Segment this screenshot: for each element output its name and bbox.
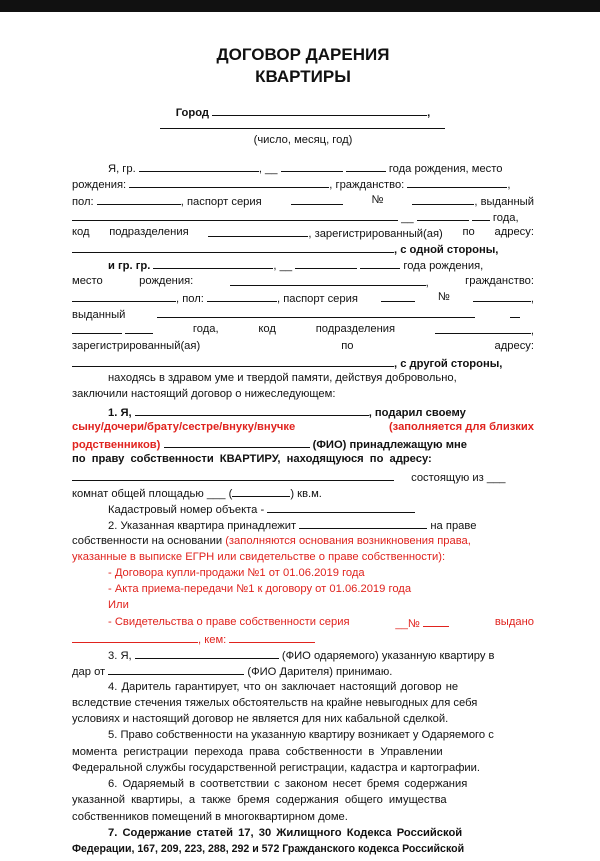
party2-year-blank[interactable] [360, 257, 400, 269]
clause1-line4: по праву собственности КВАРТИРУ, находящуюся по адресу: [72, 453, 432, 466]
clause1-gifted-label: , подарил своему [368, 406, 466, 419]
clause2-cert-date-blank[interactable] [72, 631, 198, 643]
party2-sex-blank[interactable] [207, 290, 277, 302]
clause2-sale-contract: - Договора купли-продажи №1 от 01.06.2019 года [108, 567, 365, 579]
clause7-line2: Федерации, 167, 209, 223, 288, 292 и 572 Гражданского кодекса Российской [72, 843, 465, 855]
party2-sex-label: , пол: [176, 292, 204, 305]
clause2-line1 [72, 517, 534, 534]
party1-passport-number-blank[interactable] [412, 193, 474, 205]
party2-registered-label: зарегистрированный(ая) [72, 339, 201, 352]
party1-sex-label: пол: [72, 195, 94, 208]
party2-no-label: № [437, 290, 450, 303]
clause1-fill-note: (заполняется для близких [388, 420, 534, 433]
clause6-text1: 6. Одаряемый в соответствии с законом несет бремя содержания [108, 778, 468, 790]
party1-no-label: № [371, 193, 384, 206]
party2-address-label: адресу: [494, 339, 534, 352]
party2-address-blank[interactable] [72, 355, 394, 367]
party2-birthplace-label: рождения: [139, 274, 194, 287]
clause4-line2: вследствие стечения тяжелых обстоятельств на крайне невыгодных для себя [72, 696, 478, 709]
party1-issued-label: , выданный [474, 195, 534, 208]
city-blank[interactable] [212, 104, 427, 116]
document-title-line2: КВАРТИРЫ [255, 67, 351, 86]
party2-comma: , [425, 276, 429, 289]
clause2-or: Или [108, 599, 129, 612]
party2-comma2: , [530, 292, 534, 305]
party2-birth-label: года рождения, [403, 260, 484, 273]
clause2-owner-blank[interactable] [299, 517, 427, 529]
party1-registered-label: , зарегистрированный(ая) [308, 228, 443, 240]
clause1-donor-blank[interactable] [135, 404, 369, 416]
clause1-fio-label: (ФИО) принадлежащую мне [312, 439, 467, 451]
party2-side-label: , с другой стороны, [394, 357, 503, 370]
clause1-cadastral-blank[interactable] [267, 501, 415, 513]
clause3-accept-label: (ФИО одаряемого) указанную квартиру в [281, 650, 495, 663]
party2-line7 [72, 355, 534, 372]
party2-passport-label: , паспорт серия [277, 292, 358, 305]
clause1-address-blank[interactable] [72, 469, 394, 481]
party1-passport-series-blank[interactable] [291, 193, 343, 205]
clause2-belongs-label: 2. Указанная квартира принадлежит [108, 520, 297, 533]
preamble-line1 [72, 371, 534, 386]
clause3-number: 3. Я, [108, 650, 132, 663]
party1-side-label: , с одной стороны, [394, 244, 499, 257]
clause1-relatives: сыну/дочери/брату/сестре/внуку/внучке [72, 420, 296, 433]
city-label: Город [175, 107, 210, 119]
clause5-line3: Федеральной службы государственной регистрации, кадастра и картографии. [72, 761, 481, 774]
party1-line3 [72, 193, 534, 210]
clause6-line3: собственников помещений в многоквартирном доме. [72, 810, 348, 823]
party1-birthplace-label: рождения: [72, 179, 127, 192]
clause5-text1: 5. Право собственности на указанную квартиру возникает у Одаряемого с [108, 729, 494, 742]
party1-address-label: адресу: [494, 226, 534, 238]
party1-birth-blank[interactable] [281, 160, 343, 172]
party1-name-blank[interactable] [139, 160, 259, 172]
clause2-line5 [72, 582, 534, 597]
clause5-line1 [72, 728, 534, 743]
clause5-line2: момента регистрации перехода права собственности в Управлении [72, 745, 443, 758]
party2-line6 [72, 339, 534, 354]
party2-subdivision-label: подразделения [315, 323, 396, 336]
clause2-line3: указанные в выписке ЕГРН или свидетельстве о праве собственности): [72, 550, 446, 563]
party2-issue-date-blank[interactable] [72, 322, 122, 334]
party1-citizenship-label: , гражданство: [329, 179, 405, 192]
clause6-line1 [72, 777, 534, 792]
clause2-line7: - Свидетельства о праве собственности серия __№ выдано [108, 615, 534, 630]
clause1-line2 [72, 420, 534, 435]
party1-birthplace-blank[interactable] [129, 176, 329, 188]
party2-issue-year-blank[interactable] [125, 322, 153, 334]
clause3-accepted-label: (ФИО Дарителя) принимаю. [247, 666, 393, 679]
clause1-line7 [72, 501, 534, 518]
party2-issued-tail-blank[interactable] [510, 306, 520, 318]
clause7-line1 [72, 826, 534, 841]
party2-passport-series-blank[interactable] [381, 290, 415, 302]
party2-name-blank[interactable] [153, 257, 273, 269]
clause1-line3 [72, 436, 534, 453]
clause3-donor-blank[interactable] [108, 663, 244, 675]
party2-issued-blank[interactable] [157, 306, 475, 318]
party1-subdivision-label: подразделения [109, 226, 189, 238]
clause1-sqm-label: кв.м. [297, 487, 322, 500]
clause1-cadastral-label: Кадастровый номер объекта - [108, 504, 265, 516]
party2-line5 [72, 322, 534, 339]
preamble-text1: находясь в здравом уме и твердой памяти, действуя добровольно, [108, 372, 457, 385]
clause1-line6: комнат общей площадью ___ ( ) кв.м. [72, 485, 534, 502]
party1-year-label: года, [492, 211, 519, 224]
top-bar [0, 0, 600, 12]
party1-issued-blank[interactable] [72, 209, 398, 221]
clause4-line3: условиях и настоящий договор не является для них кабальной сделкой. [72, 713, 449, 726]
clause6-line2: указанной квартиры, а также бремя содержания общего имущества [72, 794, 447, 807]
clause4-line1 [72, 680, 534, 695]
date-blank[interactable] [160, 117, 445, 129]
clause1-line5: состоящую из ___ [72, 469, 534, 486]
party1-year-blank[interactable] [346, 160, 386, 172]
party1-line1: Я, гр. , __ года рождения, место [72, 160, 534, 177]
clause2-line6 [72, 598, 534, 613]
party1-code-label: код [72, 226, 90, 238]
party1-issue-date-blank[interactable] [417, 209, 469, 221]
clause3-line2 [72, 663, 534, 680]
clause1-area-blank[interactable] [232, 485, 290, 497]
party1-line4: __ года, [72, 209, 534, 226]
clause2-transfer-act: - Акта приема-передачи №1 к договору от 01.06.2019 года [108, 583, 412, 596]
clause7-text1: 7. Содержание статей 17, 30 Жилищного Кодекса Российской [108, 826, 463, 839]
clause2-basis-note: (заполняются основания возникновения права, [225, 534, 471, 547]
clause2-issuer-blank[interactable] [229, 631, 315, 643]
clause1-donee-blank[interactable] [164, 436, 310, 448]
party1-line2: рождения: , гражданство: , [72, 176, 534, 193]
party2-citizenship-blank[interactable] [72, 290, 176, 302]
party2-citizenship-label: гражданство: [465, 274, 534, 287]
clause2-right-label: на праве [430, 520, 477, 533]
party2-line3 [72, 290, 534, 307]
party1-issue-year-blank[interactable] [472, 209, 490, 221]
clause1-line1 [72, 404, 534, 421]
clause2-line2 [72, 534, 534, 549]
clause1-number: 1. Я, [108, 406, 132, 419]
clause2-cert-number-blank[interactable] [423, 615, 449, 627]
party1-birth-label: года рождения, место [388, 163, 503, 175]
clause2-line8 [72, 631, 534, 648]
document-title-line1: ДОГОВОР ДАРЕНИЯ [216, 45, 390, 64]
party1-sex-blank[interactable] [97, 193, 181, 205]
party1-code-blank[interactable] [208, 225, 308, 237]
party1-line6 [72, 241, 534, 258]
party2-label: и гр. гр. [108, 260, 151, 273]
party2-code-label: код [258, 323, 276, 336]
clause2-no-label: № [407, 617, 420, 630]
date-line [72, 117, 534, 134]
party1-by-label: по [462, 226, 475, 238]
party2-issued-label: выданный [72, 309, 126, 322]
clause2-line4 [72, 566, 534, 581]
clause2-certificate: - Свидетельства о праве собственности серия [108, 615, 350, 628]
party1-address-blank[interactable] [72, 241, 394, 253]
clause2-basis-label: собственности на основании [72, 534, 223, 547]
clause2-by-whom-label: , кем: [198, 633, 227, 646]
party2-year-label: года, [192, 323, 219, 336]
clause1-area-label: комнат общей площадью [72, 487, 204, 500]
party2-by-label: по [341, 339, 354, 352]
clause4-text1: 4. Даритель гарантирует, что он заключает настоящий договор не [108, 680, 459, 693]
party2-birthplace-blank[interactable] [230, 274, 426, 286]
party1-label: Я, гр. [108, 163, 136, 175]
party2-code-blank[interactable] [435, 322, 531, 334]
preamble-line2: заключили настоящий договор о нижеследующем: [72, 388, 336, 401]
clause3-from-label: дар от [72, 666, 106, 679]
party2-birth-blank[interactable] [295, 257, 357, 269]
party1-passport-label: , паспорт серия [180, 195, 262, 208]
party2-line1: и гр. гр. , __ года рождения, [72, 257, 534, 274]
party2-place-label: место [72, 274, 103, 287]
clause3-donee-blank[interactable] [135, 647, 279, 659]
party2-passport-number-blank[interactable] [473, 290, 531, 302]
clause1-relatives-end: родственников) [72, 439, 161, 451]
party2-comma3: , [530, 325, 534, 338]
party2-line4 [72, 306, 534, 323]
clause1-consists-label: состоящую из [411, 471, 484, 484]
party1-citizenship-blank[interactable] [407, 176, 507, 188]
city-line: Город , [72, 104, 534, 121]
date-caption: (число, месяц, год) [253, 134, 353, 146]
clause2-issued-label: выдано [494, 615, 534, 628]
party1-line5 [72, 225, 534, 242]
clause3-line1 [72, 647, 534, 664]
party2-line2 [72, 274, 534, 291]
